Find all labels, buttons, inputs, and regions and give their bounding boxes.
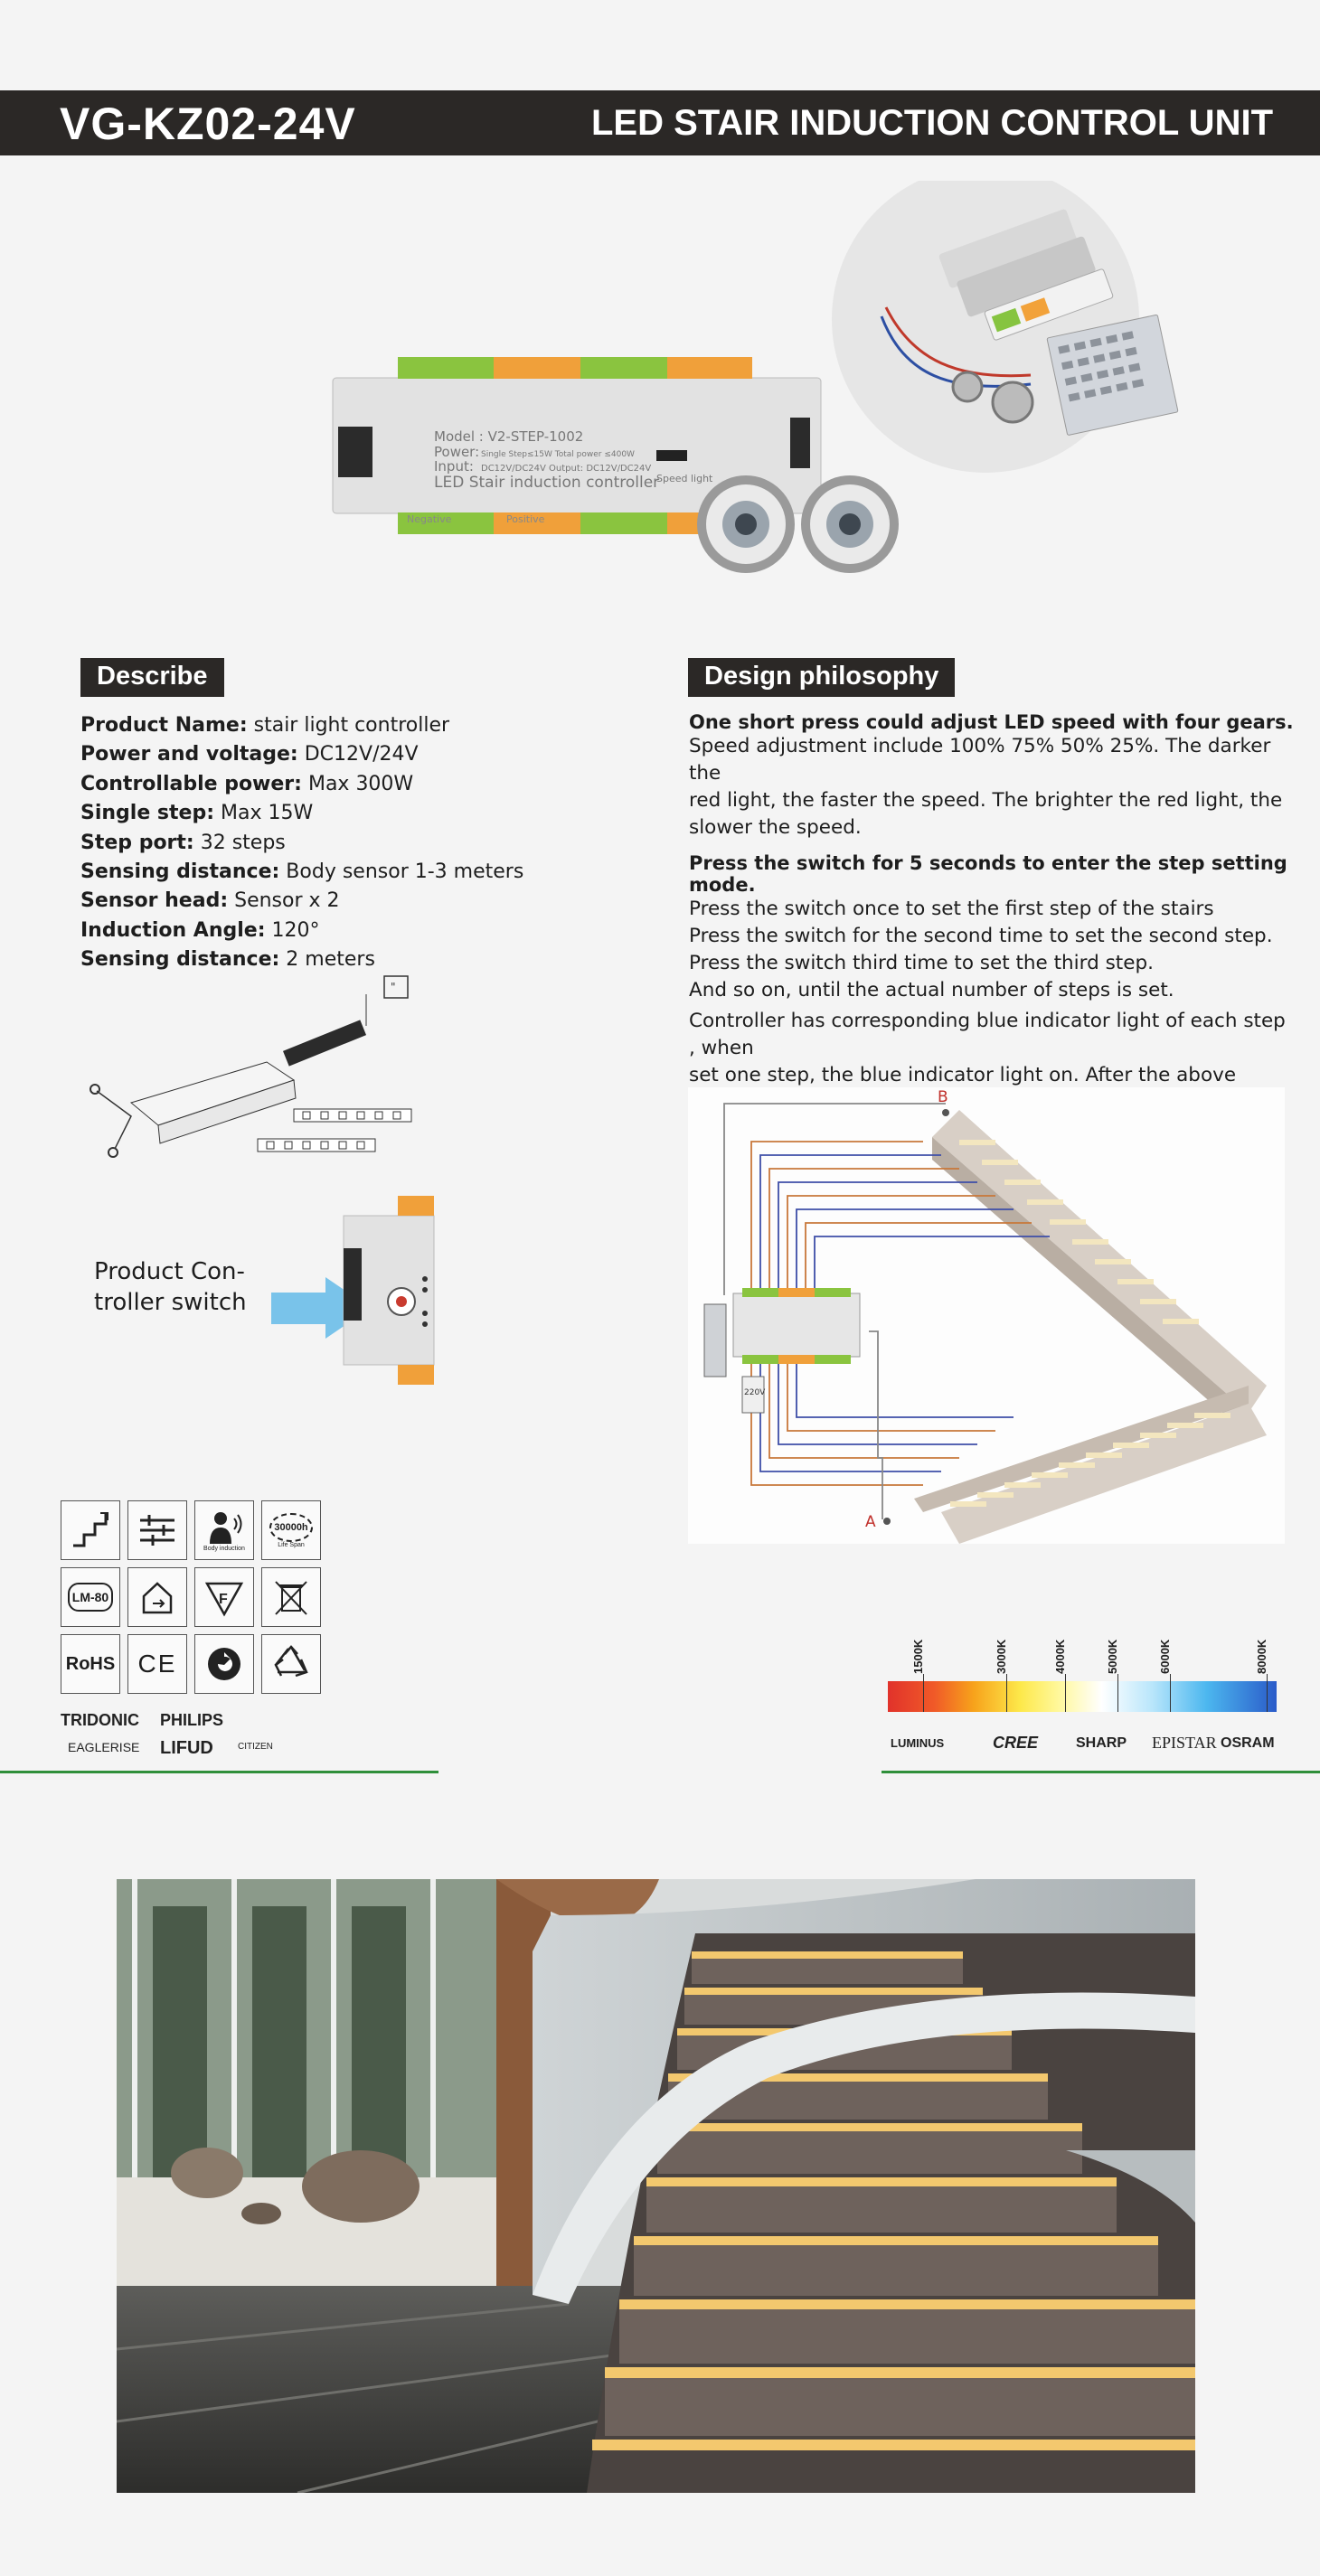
spec-value: stair light controller [247,714,450,737]
label-model: Model : V2-STEP-1002 [434,428,584,445]
tick-1500k: 1500K [911,1639,925,1674]
wiring-sketch [86,972,429,1170]
staircase-interior-photo [117,1879,1195,2493]
power-supply [704,1304,726,1377]
energy-icon [194,1634,254,1694]
spec-value: 32 steps [193,831,286,854]
paragraph-line: slower the speed. [689,816,862,839]
describe-heading: Describe [80,658,224,697]
p1-body [689,733,1295,841]
spec-value: DC12V/24V [297,743,419,766]
rohs-icon: RoHS [61,1634,120,1694]
point-b-label: B [938,1088,948,1106]
product-hero-image [325,181,1230,588]
spec-label: Sensing distance: [80,948,280,972]
label-negative: Negative [407,513,452,525]
svg-text:F: F [219,1592,228,1607]
p2-body [689,896,1295,1004]
tick-6000k: 6000K [1158,1639,1172,1674]
spec-row [80,945,587,974]
header-band [0,90,1320,155]
label-input: Input: [434,458,474,475]
sliders-icon [127,1500,187,1560]
brand-eaglerise: EAGLERISE [68,1740,140,1754]
design-heading: Design philosophy [688,658,955,697]
svg-text:": " [391,981,396,993]
psu-label: 220V [744,1388,766,1397]
page-title: LED STAIR INDUCTION CONTROL UNIT [590,103,1273,143]
color-temp-ticks [888,1627,1277,1681]
paragraph-line: Press the switch third time to set the third step. [689,952,1154,974]
label-input-detail: DC12V/DC24V Output: DC12V/DC24V [481,464,652,474]
paragraph-line: Press the switch for the second time to set the second step. [689,925,1273,947]
spec-label: Sensor head: [80,889,229,913]
lm80-icon: LM-80 [61,1567,120,1627]
ce-icon: CE [127,1634,187,1694]
stairs-icon [61,1500,120,1560]
label-power: Power: [434,444,480,460]
brand-luminus: LUMINUS [891,1736,945,1750]
tick-5000k: 5000K [1106,1639,1119,1674]
spec-value: Sensor x 2 [228,889,340,913]
brand-tridonic: TRIDONIC [61,1711,139,1729]
color-temp-bar [888,1681,1277,1712]
controller-switch-image [271,1189,443,1392]
p1-title: One short press could adjust LED speed with four gears. [689,711,1294,733]
paragraph-line: set one step, the blue indicator light on. After the above [689,1064,1237,1086]
point-a-label: A [865,1513,876,1531]
p2-title: Press the switch for 5 seconds to enter the step setting mode. [689,852,1287,896]
brand-sharp: SHARP [1076,1735,1127,1751]
spec-list [80,711,587,975]
label-positive: Positive [506,513,545,525]
tick-8000k: 8000K [1255,1639,1268,1674]
label-controller-name: LED Stair induction controller [434,474,660,492]
spec-value: 2 meters [279,948,375,972]
cert-icon-grid [61,1500,332,1699]
spec-value: Max 300W [301,772,414,795]
paragraph-line: Controller has corresponding blue indicator light of each step , when [689,1010,1286,1059]
spec-value: Max 15W [214,802,314,825]
spec-row [80,799,587,828]
label-power-detail: Single Step≤15W Total power ≤400W [481,450,635,459]
stair-wiring-diagram [688,1087,1285,1544]
spec-row [80,740,587,769]
model-number: VG-KZ02-24V [60,99,356,149]
life-span-icon: 30000h Life Span [261,1500,321,1560]
brand-citizen: CITIZEN [238,1742,273,1752]
spec-label: Power and voltage: [80,743,298,766]
spec-label: Sensing distance: [80,860,280,884]
spec-value: Body sensor 1-3 meters [279,860,524,884]
divider-left [0,1771,438,1773]
spec-label: Induction Angle: [80,918,266,942]
brand-philips: PHILIPS [160,1711,224,1729]
brand-osram: OSRAM [1221,1735,1275,1751]
no-bin-icon [261,1567,321,1627]
spec-row [80,711,587,740]
spec-label: Step port: [80,831,194,854]
spec-row [80,917,587,945]
divider-right [882,1771,1320,1773]
paragraph-line: Speed adjustment include 100% 75% 50% 25%. The darker the [689,735,1271,785]
spec-label: Controllable power: [80,772,302,795]
indoor-house-icon [127,1567,187,1627]
label-speed-light: Speed light [656,473,713,484]
spec-row [80,770,587,799]
spec-label: Single step: [80,802,214,825]
paragraph-line: red light, the faster the speed. The brighter the red light, the [689,789,1283,812]
tick-4000k: 4000K [1053,1639,1067,1674]
paragraph-line: And so on, until the actual number of steps is set. [689,979,1174,1001]
controller-switch-label: Product Con- troller switch [94,1258,247,1316]
brand-lifud: LIFUD [160,1738,213,1758]
body-induction-icon: Body induction [194,1500,254,1560]
paragraph-line: Press the switch once to set the first step of the stairs [689,898,1214,920]
brand-cree: CREE [993,1734,1039,1752]
spec-row [80,887,587,916]
tick-3000k: 3000K [995,1639,1008,1674]
spec-row [80,858,587,887]
brand-epistar: EPISTAR [1152,1734,1217,1752]
recycle-icon [261,1634,321,1694]
spec-value: 120° [265,918,320,942]
spec-label: Product Name: [80,714,248,737]
spec-row [80,829,587,858]
f-mark-icon [194,1567,254,1627]
